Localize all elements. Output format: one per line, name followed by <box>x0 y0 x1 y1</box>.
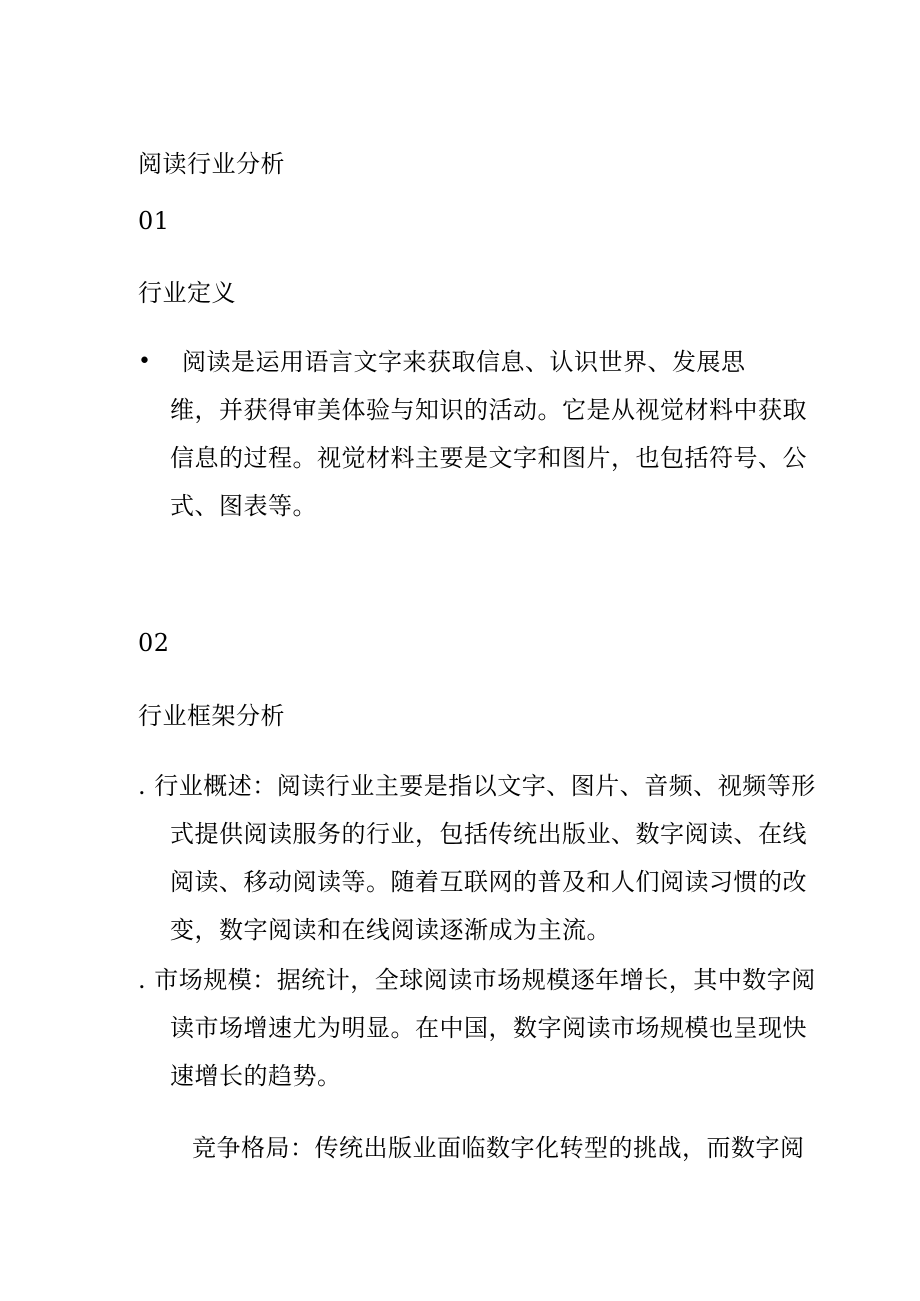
section-number-01: 01 <box>138 207 170 235</box>
definition-line-3: 信息的过程。视觉材料主要是文字和图片，也包括符号、公 <box>170 444 807 472</box>
overview-line-3: 阅读、移动阅读等。随着互联网的普及和人们阅读习惯的改 <box>170 868 807 896</box>
document-title: 阅读行业分析 <box>138 150 285 178</box>
bullet-icon: • <box>138 349 151 374</box>
overview-line-1: . 行业概述：阅读行业主要是指以文字、图片、音频、视频等形 <box>138 772 816 800</box>
section-heading-definition: 行业定义 <box>138 279 236 307</box>
market-line-3: 速增长的趋势。 <box>170 1062 342 1090</box>
market-line-2: 读市场增速尤为明显。在中国，数字阅读市场规模也呈现快 <box>170 1014 807 1042</box>
section-number-02: 02 <box>138 629 170 657</box>
section-heading-framework: 行业框架分析 <box>138 702 285 730</box>
definition-line-4: 式、图表等。 <box>170 492 317 520</box>
definition-line-1: 阅读是运用语言文字来获取信息、认识世界、发展思 <box>182 348 746 376</box>
overview-line-2: 式提供阅读服务的行业，包括传统出版业、数字阅读、在线 <box>170 820 807 848</box>
market-line-1: . 市场规模：据统计，全球阅读市场规模逐年增长，其中数字阅 <box>138 966 816 994</box>
overview-line-4: 变，数字阅读和在线阅读逐渐成为主流。 <box>170 916 611 944</box>
competition-line-1: 竞争格局：传统出版业面临数字化转型的挑战，而数字阅 <box>192 1134 805 1162</box>
definition-line-2: 维，并获得审美体验与知识的活动。它是从视觉材料中获取 <box>170 396 807 424</box>
